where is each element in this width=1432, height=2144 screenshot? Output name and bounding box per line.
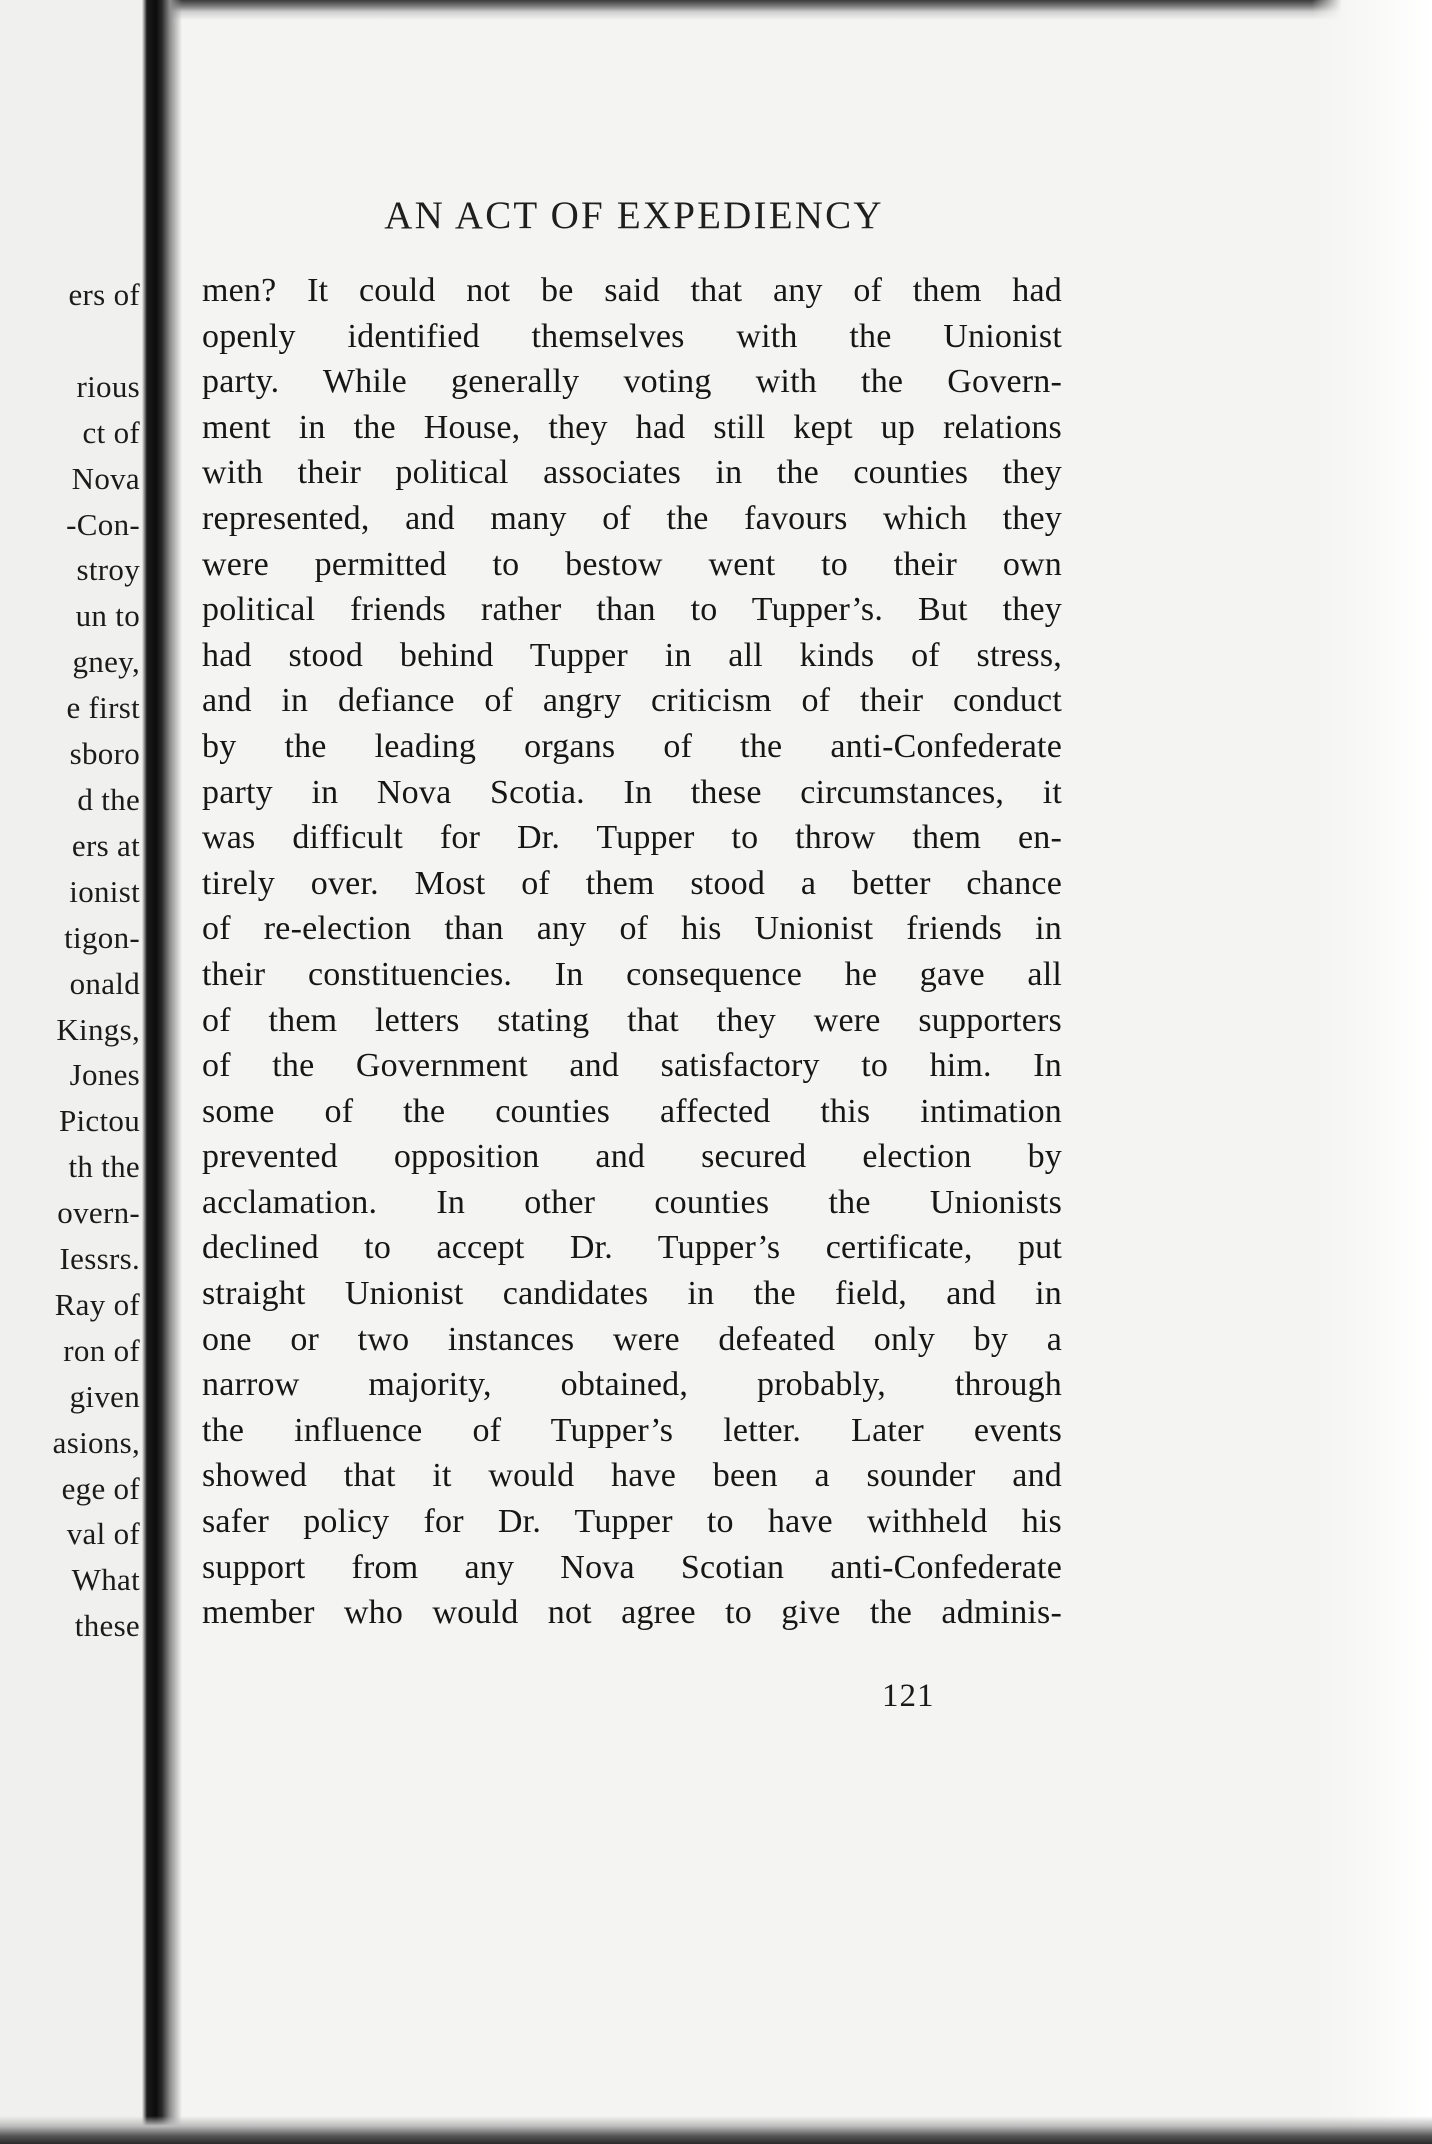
left-page-line: Kings,: [56, 1011, 140, 1047]
page-number: 121: [882, 1678, 935, 1714]
left-page-line: -Con-: [66, 506, 140, 542]
text-line: safer policy for Dr. Tupper to have withheld his: [202, 1503, 1062, 1541]
text-line: ment in the House, they had still kept up relations: [202, 408, 1062, 446]
left-page-line: val of: [66, 1516, 140, 1552]
text-line: the influence of Tupper’s letter. Later events: [202, 1411, 1062, 1449]
text-line: had stood behind Tupper in all kinds of stress,: [202, 636, 1062, 674]
left-page-line: onald: [69, 965, 140, 1001]
left-page-line: rious: [76, 368, 140, 404]
left-page-line: ers of: [68, 277, 140, 312]
left-page-line: ron of: [63, 1332, 140, 1368]
scan-bottom-edge: [0, 2116, 1432, 2144]
left-page-line: d the: [77, 781, 140, 817]
text-line: and in defiance of angry criticism of their conduct: [202, 682, 1062, 720]
left-page-line: un to: [75, 598, 140, 634]
text-line: represented, and many of the favours which they: [202, 499, 1062, 537]
right-page-margin: [1312, 0, 1432, 2144]
left-page-line: ct of: [82, 414, 140, 450]
left-page-line: overn-: [57, 1195, 140, 1231]
text-line: openly identified themselves with the Unionist: [202, 317, 1062, 355]
left-page-line: these: [74, 1608, 140, 1644]
left-page-line: Jones: [69, 1057, 140, 1093]
text-line: were permitted to bestow went to their own: [202, 545, 1062, 583]
left-page-line: gney,: [72, 644, 140, 680]
text-line: one or two instances were defeated only by a: [202, 1320, 1062, 1358]
left-page-line: th the: [68, 1149, 140, 1185]
left-page-line: What: [71, 1562, 140, 1598]
left-page-line: Iessrs.: [59, 1241, 140, 1277]
left-page-line: asions,: [52, 1424, 140, 1460]
text-line: support from any Nova Scotian anti-Confederate: [202, 1548, 1062, 1586]
left-page-line: stroy: [76, 552, 140, 588]
text-line: with their political associates in the counties they: [202, 454, 1062, 492]
text-line: declined to accept Dr. Tupper’s certificate, put: [202, 1229, 1062, 1267]
left-page-line: ionist: [69, 873, 140, 909]
right-page: [182, 0, 1312, 2144]
text-line: by the leading organs of the anti-Confederate: [202, 727, 1062, 765]
left-page-line: Pictou: [58, 1103, 140, 1139]
text-line: party in Nova Scotia. In these circumstances, it: [202, 773, 1062, 811]
text-line: member who would not agree to give the adminis-: [202, 1594, 1062, 1632]
left-page-line: Ray of: [54, 1286, 140, 1322]
text-line: straight Unionist candidates in the field, and in: [202, 1275, 1062, 1313]
text-line: their constituencies. In consequence he gave all: [202, 955, 1062, 993]
text-line: prevented opposition and secured election by: [202, 1138, 1062, 1176]
text-line: was difficult for Dr. Tupper to throw them en-: [202, 819, 1062, 857]
left-page-line: ers at: [71, 827, 140, 863]
left-page-line: [0, 318, 140, 364]
left-page-line: given: [69, 1378, 140, 1414]
left-page-text-fragments: [0, 272, 140, 1649]
text-line: some of the counties affected this intimation: [202, 1092, 1062, 1130]
left-page-line: ege of: [61, 1470, 140, 1506]
text-line: political friends rather than to Tupper’s. But they: [202, 591, 1062, 629]
left-page-line: e first: [66, 690, 140, 726]
book-gutter: [142, 0, 182, 2144]
text-line: of them letters stating that they were supporters: [202, 1001, 1062, 1039]
left-page-edge: [0, 0, 150, 2144]
text-line: narrow majority, obtained, probably, through: [202, 1366, 1062, 1404]
body-text: [202, 268, 1062, 1636]
text-line: of the Government and satisfactory to him. In: [202, 1047, 1062, 1085]
running-head: AN ACT OF EXPEDIENCY: [384, 194, 884, 237]
left-page-line: Nova: [71, 460, 140, 496]
text-line: party. While generally voting with the Govern-: [202, 363, 1062, 401]
left-page-line: tigon-: [64, 919, 140, 955]
left-page-line: sboro: [69, 736, 140, 772]
text-line: of re-election than any of his Unionist friends in: [202, 910, 1062, 948]
text-line: showed that it would have been a sounder and: [202, 1457, 1062, 1495]
text-line: men? It could not be said that any of them had: [202, 272, 1062, 309]
text-line: acclamation. In other counties the Unionists: [202, 1183, 1062, 1221]
text-line: tirely over. Most of them stood a better chance: [202, 864, 1062, 902]
